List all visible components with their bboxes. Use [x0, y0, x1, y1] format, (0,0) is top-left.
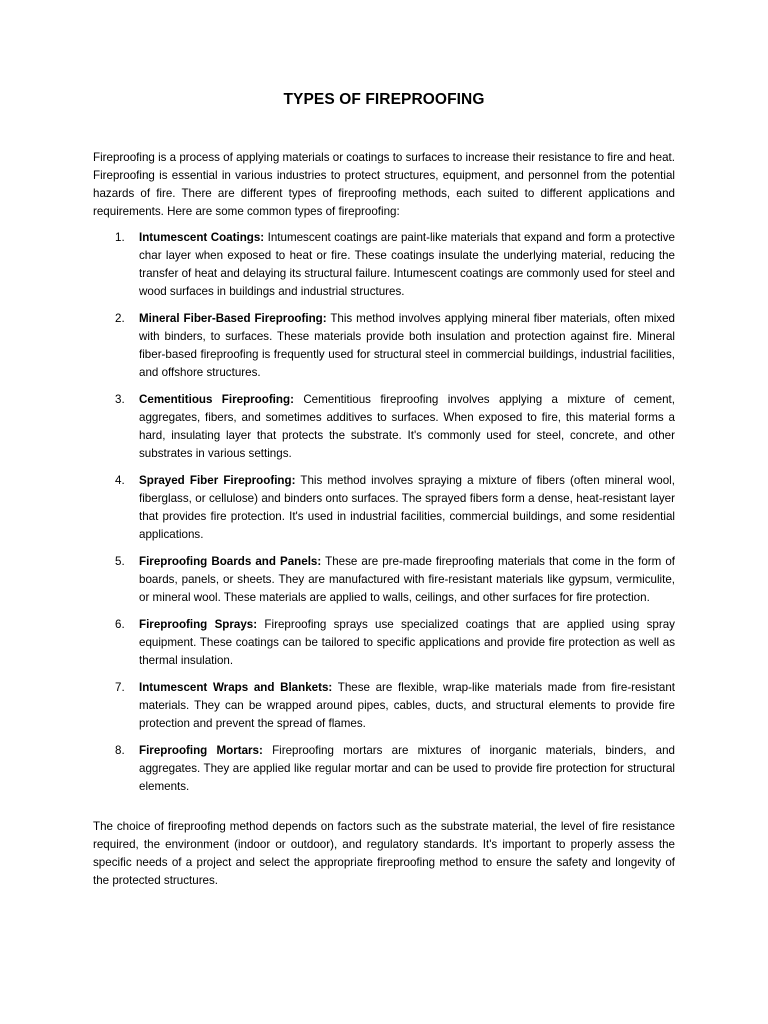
list-item: [93, 679, 675, 733]
list-item-number: 8.: [115, 744, 125, 757]
list-item-text: Fireproofing mortars are mixtures of inorganic materials, binders, and aggregates. They are applied like regular mortar and can be used to provide fire protection for structural elements.: [139, 744, 675, 793]
list-item-term: Sprayed Fiber Fireproofing:: [139, 474, 296, 487]
list-item-text: These are flexible, wrap-like materials made from fire-resistant materials. They can be wrapped around pipes, cables, ducts, and structural elements to provide fire protection and prevent the spread of flames.: [139, 681, 675, 730]
list-item-term: Intumescent Wraps and Blankets:: [139, 681, 333, 694]
list-item-term: Fireproofing Boards and Panels:: [139, 555, 322, 568]
fireproofing-types-list: [93, 229, 675, 805]
list-item: [93, 310, 675, 382]
list-item-term: Mineral Fiber-Based Fireproofing:: [139, 312, 327, 325]
list-item-term: Intumescent Coatings:: [139, 231, 265, 244]
list-item: [93, 391, 675, 463]
list-item-number: 6.: [115, 618, 125, 631]
list-item-term: Fireproofing Sprays:: [139, 618, 258, 631]
list-item: [93, 742, 675, 796]
list-item-text: This method involves applying mineral fiber materials, often mixed with binders, to surfaces. These materials provide both insulation and protection against fire. Mineral fiber-based fireproofing is frequently used for structural steel in commercial buildings, industrial facilities, and offshore structures.: [139, 312, 675, 379]
document-title: TYPES OF FIREPROOFING: [283, 91, 485, 108]
intro-paragraph: Fireproofing is a process of applying materials or coatings to surfaces to increase their resistance to fire and heat. Fireproofing is essential in various industries to protect structures, equipment, and personnel from the potential hazards of fire. There are different types of fireproofing methods, each suited to different applications and requirements. Here are some common types of fireproofing:: [93, 151, 675, 218]
list-item-term: Cementitious Fireproofing:: [139, 393, 294, 406]
list-item: [93, 472, 675, 544]
list-item-text: Intumescent coatings are paint-like materials that expand and form a protective char layer when exposed to heat or fire. These coatings insulate the underlying material, reducing the transfer of heat and delaying its structural failure. Intumescent coatings are commonly used for steel and wood surfaces in buildings and industrial structures.: [139, 231, 675, 298]
list-item-term: Fireproofing Mortars:: [139, 744, 263, 757]
list-item: [93, 229, 675, 301]
conclusion-paragraph: The choice of fireproofing method depends on factors such as the substrate material, the level of fire resistance required, the environment (indoor or outdoor), and regulatory standards. It's important to properly assess the specific needs of a project and select the appropriate fireproofing method to ensure the safety and longevity of the protected structures.: [93, 820, 675, 887]
list-item-text: Cementitious fireproofing involves applying a mixture of cement, aggregates, fibers, and sometimes additives to surfaces. When exposed to fire, this material forms a hard, insulating layer that protects the substrate. It's commonly used for steel, concrete, and other substrates in various settings.: [139, 393, 675, 460]
list-item-text: This method involves spraying a mixture of fibers (often mineral wool, fiberglass, or cellulose) and binders onto surfaces. The sprayed fibers form a dense, heat-resistant layer that provides fire protection. It's used in industrial facilities, commercial buildings, and some residential applications.: [139, 474, 675, 541]
list-item: [93, 553, 675, 607]
list-item: [93, 616, 675, 670]
list-item-number: 7.: [115, 681, 125, 694]
list-item-text: These are pre-made fireproofing materials that come in the form of boards, panels, or sheets. They are manufactured with fire-resistant materials like gypsum, vermiculite, or mineral wool. These materials are applied to walls, ceilings, and other surfaces for fire protection.: [139, 555, 676, 604]
list-item-number: 2.: [115, 312, 125, 325]
list-item-number: 1.: [115, 231, 125, 244]
list-item-text: Fireproofing sprays use specialized coatings that are applied using spray equipment. These coatings can be tailored to specific applications and provide fire protection as well as thermal insulation.: [139, 618, 675, 667]
list-item-number: 3.: [115, 393, 125, 406]
list-item-number: 4.: [115, 474, 125, 487]
list-item-number: 5.: [115, 555, 125, 568]
